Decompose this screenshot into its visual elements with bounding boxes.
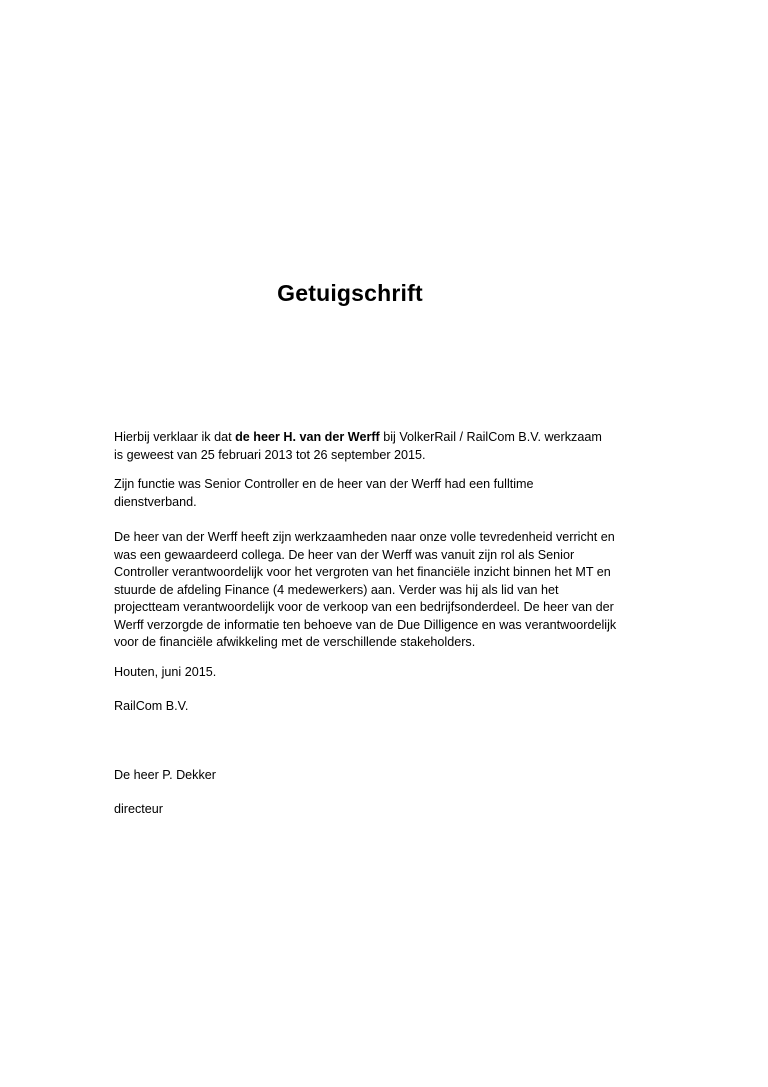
performance-line: voor de financiële afwikkeling met de verschillende stakeholders. [114, 635, 476, 649]
intro-line-1 [114, 429, 654, 447]
performance-paragraph [114, 529, 654, 652]
performance-line: Controller verantwoordelijk voor het vergroten van het financiële inzicht binnen het MT en [114, 565, 611, 579]
intro-paragraph [114, 429, 654, 464]
performance-line: stuurde de afdeling Finance (4 medewerkers) aan. Verder was hij als lid van het [114, 582, 559, 597]
signatory-role: directeur [114, 802, 163, 816]
intro-prefix: Hierbij verklaar ik dat [114, 430, 236, 444]
performance-line: De heer van der Werff heeft zijn werkzaamheden naar onze volle tevredenheid verricht en [114, 530, 615, 544]
function-line-2: dienstverband. [114, 494, 197, 509]
performance-line: Werff verzorgde de informatie ten behoeve van de Due Dilligence en was verantwoordelijk [114, 617, 617, 632]
intro-line-2: is geweest van 25 februari 2013 tot 26 september 2015. [114, 447, 426, 462]
company-name: RailCom B.V. [114, 699, 189, 713]
place-date: Houten, juni 2015. [114, 665, 217, 679]
function-line-1: Zijn functie was Senior Controller en de heer van der Werff had een fulltime [114, 477, 534, 491]
signatory-name: De heer P. Dekker [114, 768, 216, 782]
performance-line: projectteam verantwoordelijk voor de verkoop van een bedrijfsonderdeel. De heer van der [114, 600, 614, 614]
performance-line: was een gewaardeerd collega. De heer van der Werff was vanuit zijn rol als Senior [114, 547, 575, 562]
intro-suffix: bij VolkerRail / RailCom B.V. werkzaam [379, 430, 602, 444]
document-title: Getuigschrift [277, 280, 423, 306]
function-paragraph [114, 476, 654, 511]
employee-name: de heer H. van der Werff [235, 430, 380, 444]
